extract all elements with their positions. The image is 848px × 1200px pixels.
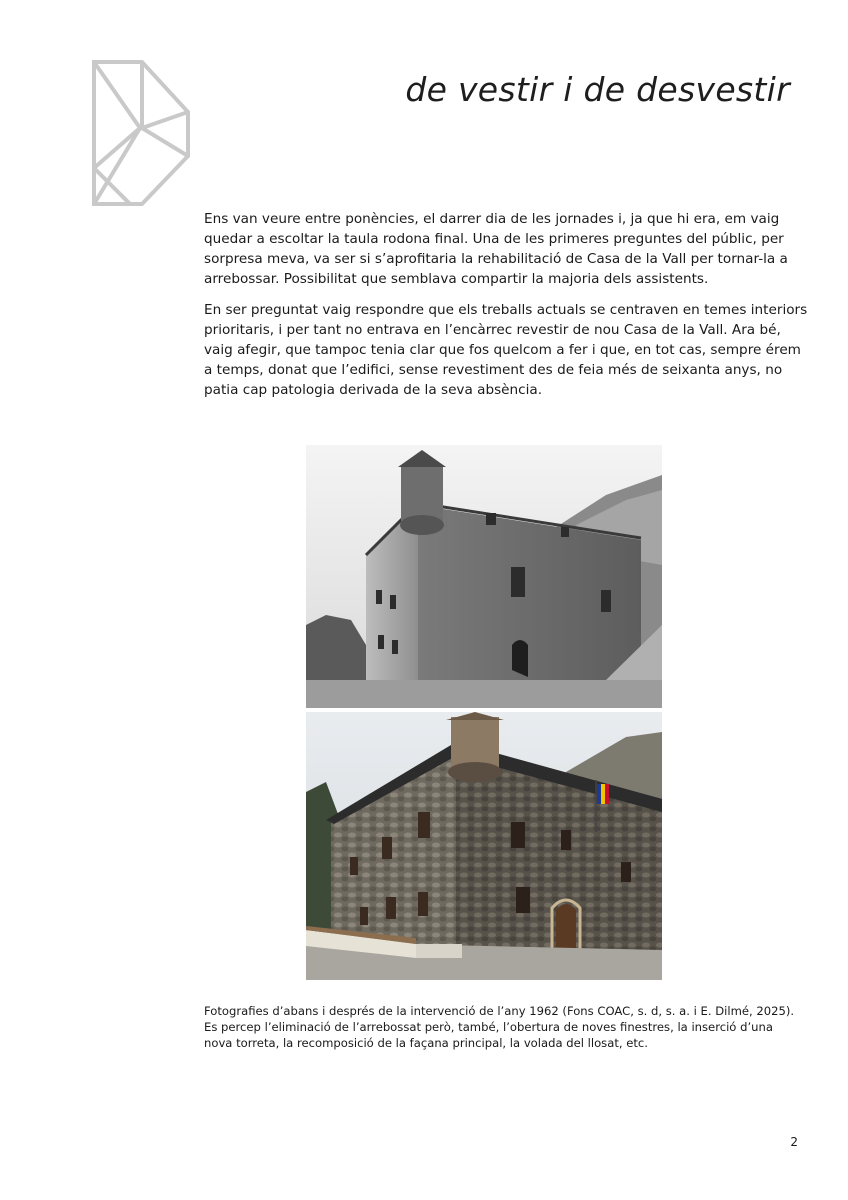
- after-photo: [306, 712, 662, 980]
- body-text: [204, 209, 810, 411]
- paragraph-2: En ser preguntat vaig respondre que els treballs actuals se centraven en temes interiors prioritaris, i per tant no entrava en l’encàrrec revestir de nou Casa de la Vall. Ara bé, vaig afegir, que tampoc tenia clar que fos quelcom a fer i que, en tot cas, sempre érem a temps, donat que l’edifici, sense revestiment des de feia més de seixanta anys, no patia cap patologia derivada de la seva absència.: [204, 302, 808, 398]
- figure-caption: Fotografies d’abans i després de la intervenció de l’any 1962 (Fons COAC, s. d, s. a. i E. Dilmé, 2025). Es percep l’eliminació de l’arrebossat però, també, l’obertura de noves finestres, la inserció d’una nova torreta, la recomposició de la façana principal, la volada del llosat, etc.: [204, 1004, 795, 1050]
- page-number: 2: [790, 1135, 798, 1149]
- logo-icon: [90, 58, 194, 208]
- before-photo: [306, 445, 662, 708]
- paragraph-1: Ens van veure entre ponències, el darrer dia de les jornades i, ja que hi era, em vaig quedar a escoltar la taula rodona final. Una de les primeres preguntes del públic, per sorpresa meva, va ser si s’aprofitaria la rehabilitació de Casa de la Vall per tornar-la a arrebossar. Possibilitat que semblava compartir la majoria dels assistents.: [204, 211, 788, 287]
- page-title: de vestir i de desvestir: [405, 70, 790, 109]
